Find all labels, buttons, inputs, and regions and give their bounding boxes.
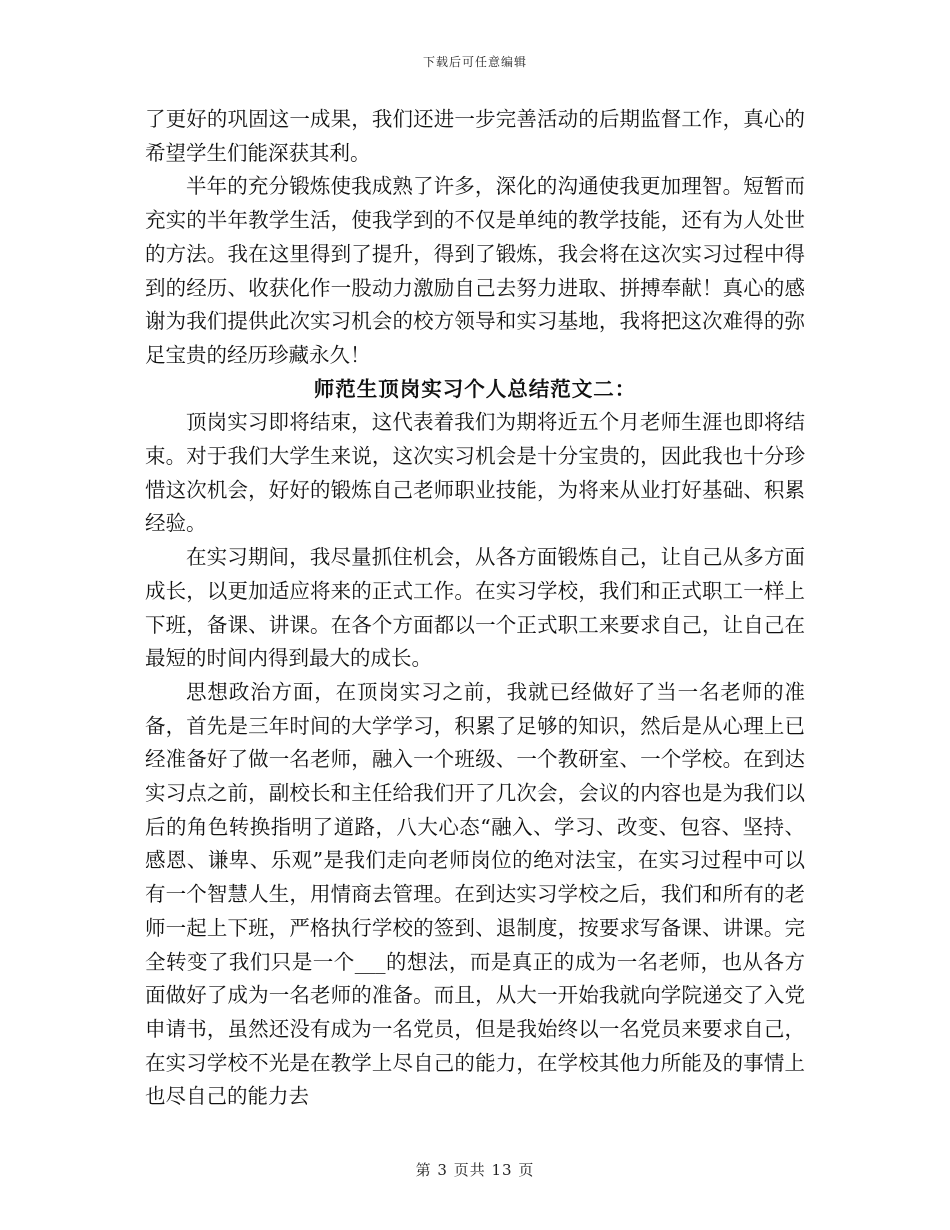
paragraph: 思想政治方面，在顶岗实习之前，我就已经做好了当一名老师的准备，首先是三年时间的大学学习，积累了足够的知识，然后是从心理上已经准备好了做一名老师，融入一个班级、一个教研室、一个学校。在到达实习点之前，副校长和主任给我们开了几次会，会议的内容也是为我们以后的角色转换指明了道路，八大心态“融入、学习、改变、包容、坚持、感恩、谦卑、乐观”是我们走向老师岗位的绝对法宝，在实习过程中可以有一个智慧人生，用情商去管理。在到达实习学校之后，我们和所有的老师一起上下班，严格执行学校的签到、退制度，按要求写备课、讲课。完全转变了我们只是一个___的想法，而是真正的成为一名老师，也从各方面做好了成为一名老师的准备。而且，从大一开始我就向学院递交了入党申请书，虽然还没有成为一名党员，但是我始终以一名党员来要求自己，在实习学校不光是在教学上尽自己的能力，在学校其他力所能及的事情上也尽自己的能力去	[145, 679, 805, 1109]
document-body	[145, 103, 805, 1114]
page-header: 下载后可任意编辑	[422, 55, 527, 69]
paragraph: 顶岗实习即将结束，这代表着我们为期将近五个月老师生涯也即将结束。对于我们大学生来说，这次实习机会是十分宝贵的，因此我也十分珍惜这次机会，好好的锻炼自己老师职业技能，为将来从业打好基础、积累经验。	[145, 410, 805, 536]
paragraph: 在实习期间，我尽量抓住机会，从各方面锻炼自己，让自己从多方面成长，以更加适应将来的正式工作。在实习学校，我们和正式职工一样上下班，备课、讲课。在各个方面都以一个正式职工来要求自己，让自己在最短的时间内得到最大的成长。	[145, 545, 805, 671]
page-number: 第 3 页共 13 页	[415, 1161, 535, 1179]
paragraph-continued: 了更好的巩固这一成果，我们还进一步完善活动的后期监督工作，真心的希望学生们能深获其利。	[145, 107, 805, 165]
section-heading: 师范生顶岗实习个人总结范文二：	[313, 376, 637, 401]
paragraph: 半年的充分锻炼使我成熟了许多，深化的沟通使我更加理智。短暂而充实的半年教学生活，使我学到的不仅是单纯的教学技能，还有为人处世的方法。我在这里得到了提升，得到了锻炼，我会将在这次实习过程中得到的经历、收获化作一股动力激励自己去努力进取、拼搏奉献！真心的感谢为我们提供此次实习机会的校方领导和实习基地，我将把这次难得的弥足宝贵的经历珍藏永久！	[145, 174, 805, 367]
